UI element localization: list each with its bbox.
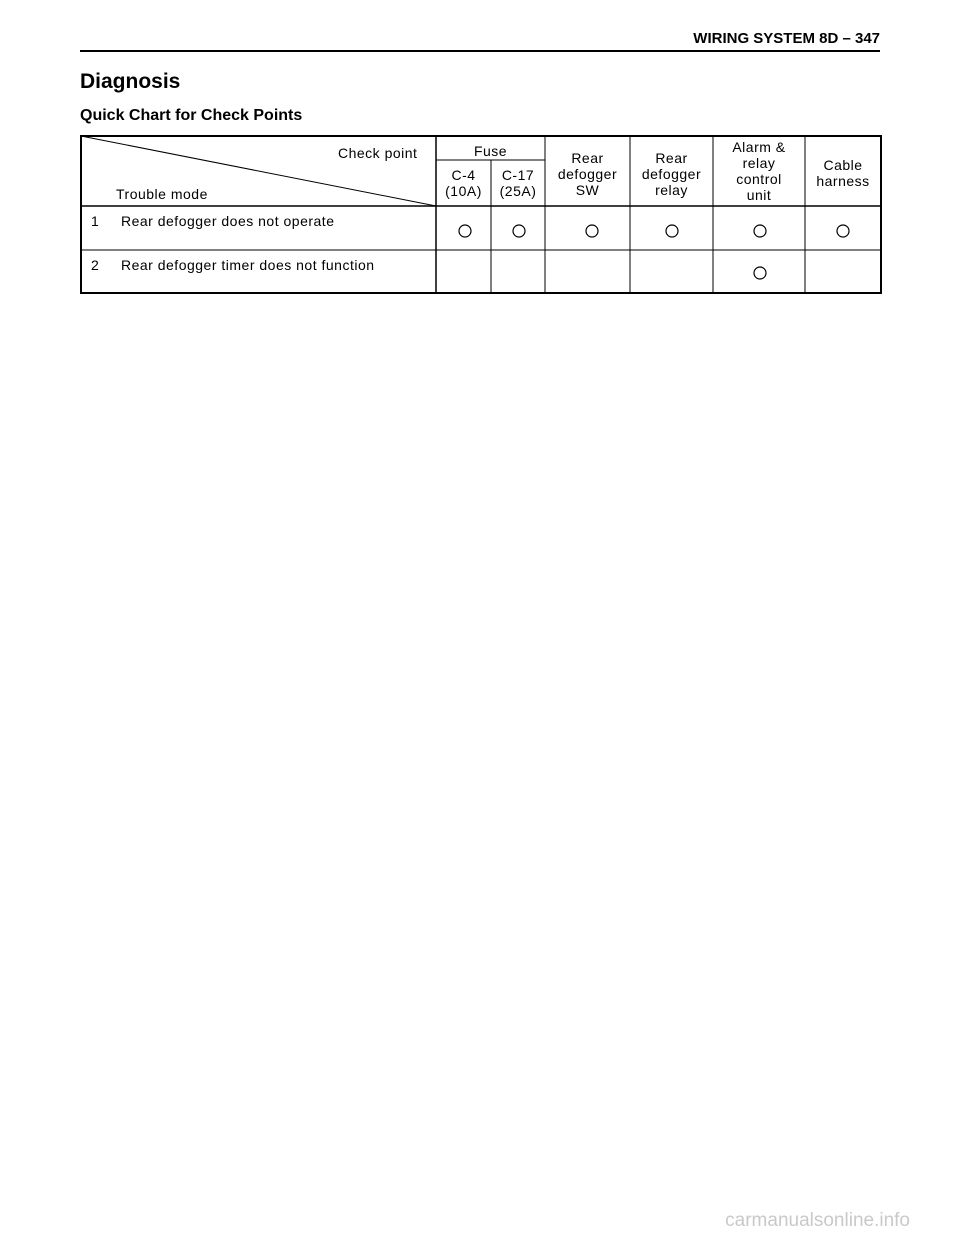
col-header-defogger-relay: Rear defogger relay: [641, 150, 702, 198]
col-header-c17: C-17 (25A): [499, 167, 537, 199]
check-mark-row1-col2: [513, 225, 525, 237]
watermark: carmanualsonline.info: [725, 1210, 910, 1231]
check-marks: [459, 225, 849, 279]
row-1-trouble-mode: Rear defogger does not operate: [121, 213, 335, 229]
col-header-alarm-relay-unit: Alarm & relay control unit: [732, 139, 786, 203]
corner-check-point: Check point: [338, 145, 418, 161]
col-header-cable-harness: Cable harness: [816, 157, 870, 189]
check-mark-row1-col6: [837, 225, 849, 237]
col-header-c4: C-4 (10A): [445, 167, 482, 199]
col-header-defogger-sw: Rear defogger SW: [557, 150, 618, 198]
check-mark-row1-col1: [459, 225, 471, 237]
row-2-trouble-mode: Rear defogger timer does not function: [121, 257, 375, 273]
row-1-number: 1: [91, 213, 100, 229]
check-mark-row1-col4: [666, 225, 678, 237]
corner-trouble-mode: Trouble mode: [116, 186, 208, 202]
check-points-table: [80, 135, 882, 295]
fuse-group-label: Fuse: [473, 143, 508, 159]
section-title: Diagnosis: [80, 70, 181, 93]
check-mark-row1-col5: [754, 225, 766, 237]
check-mark-row2-col5: [754, 267, 766, 279]
check-mark-row1-col3: [586, 225, 598, 237]
section-subtitle: Quick Chart for Check Points: [80, 107, 303, 124]
header-rule: [80, 50, 880, 52]
row-2-number: 2: [91, 257, 100, 273]
page-header: WIRING SYSTEM 8D – 347: [693, 30, 880, 47]
